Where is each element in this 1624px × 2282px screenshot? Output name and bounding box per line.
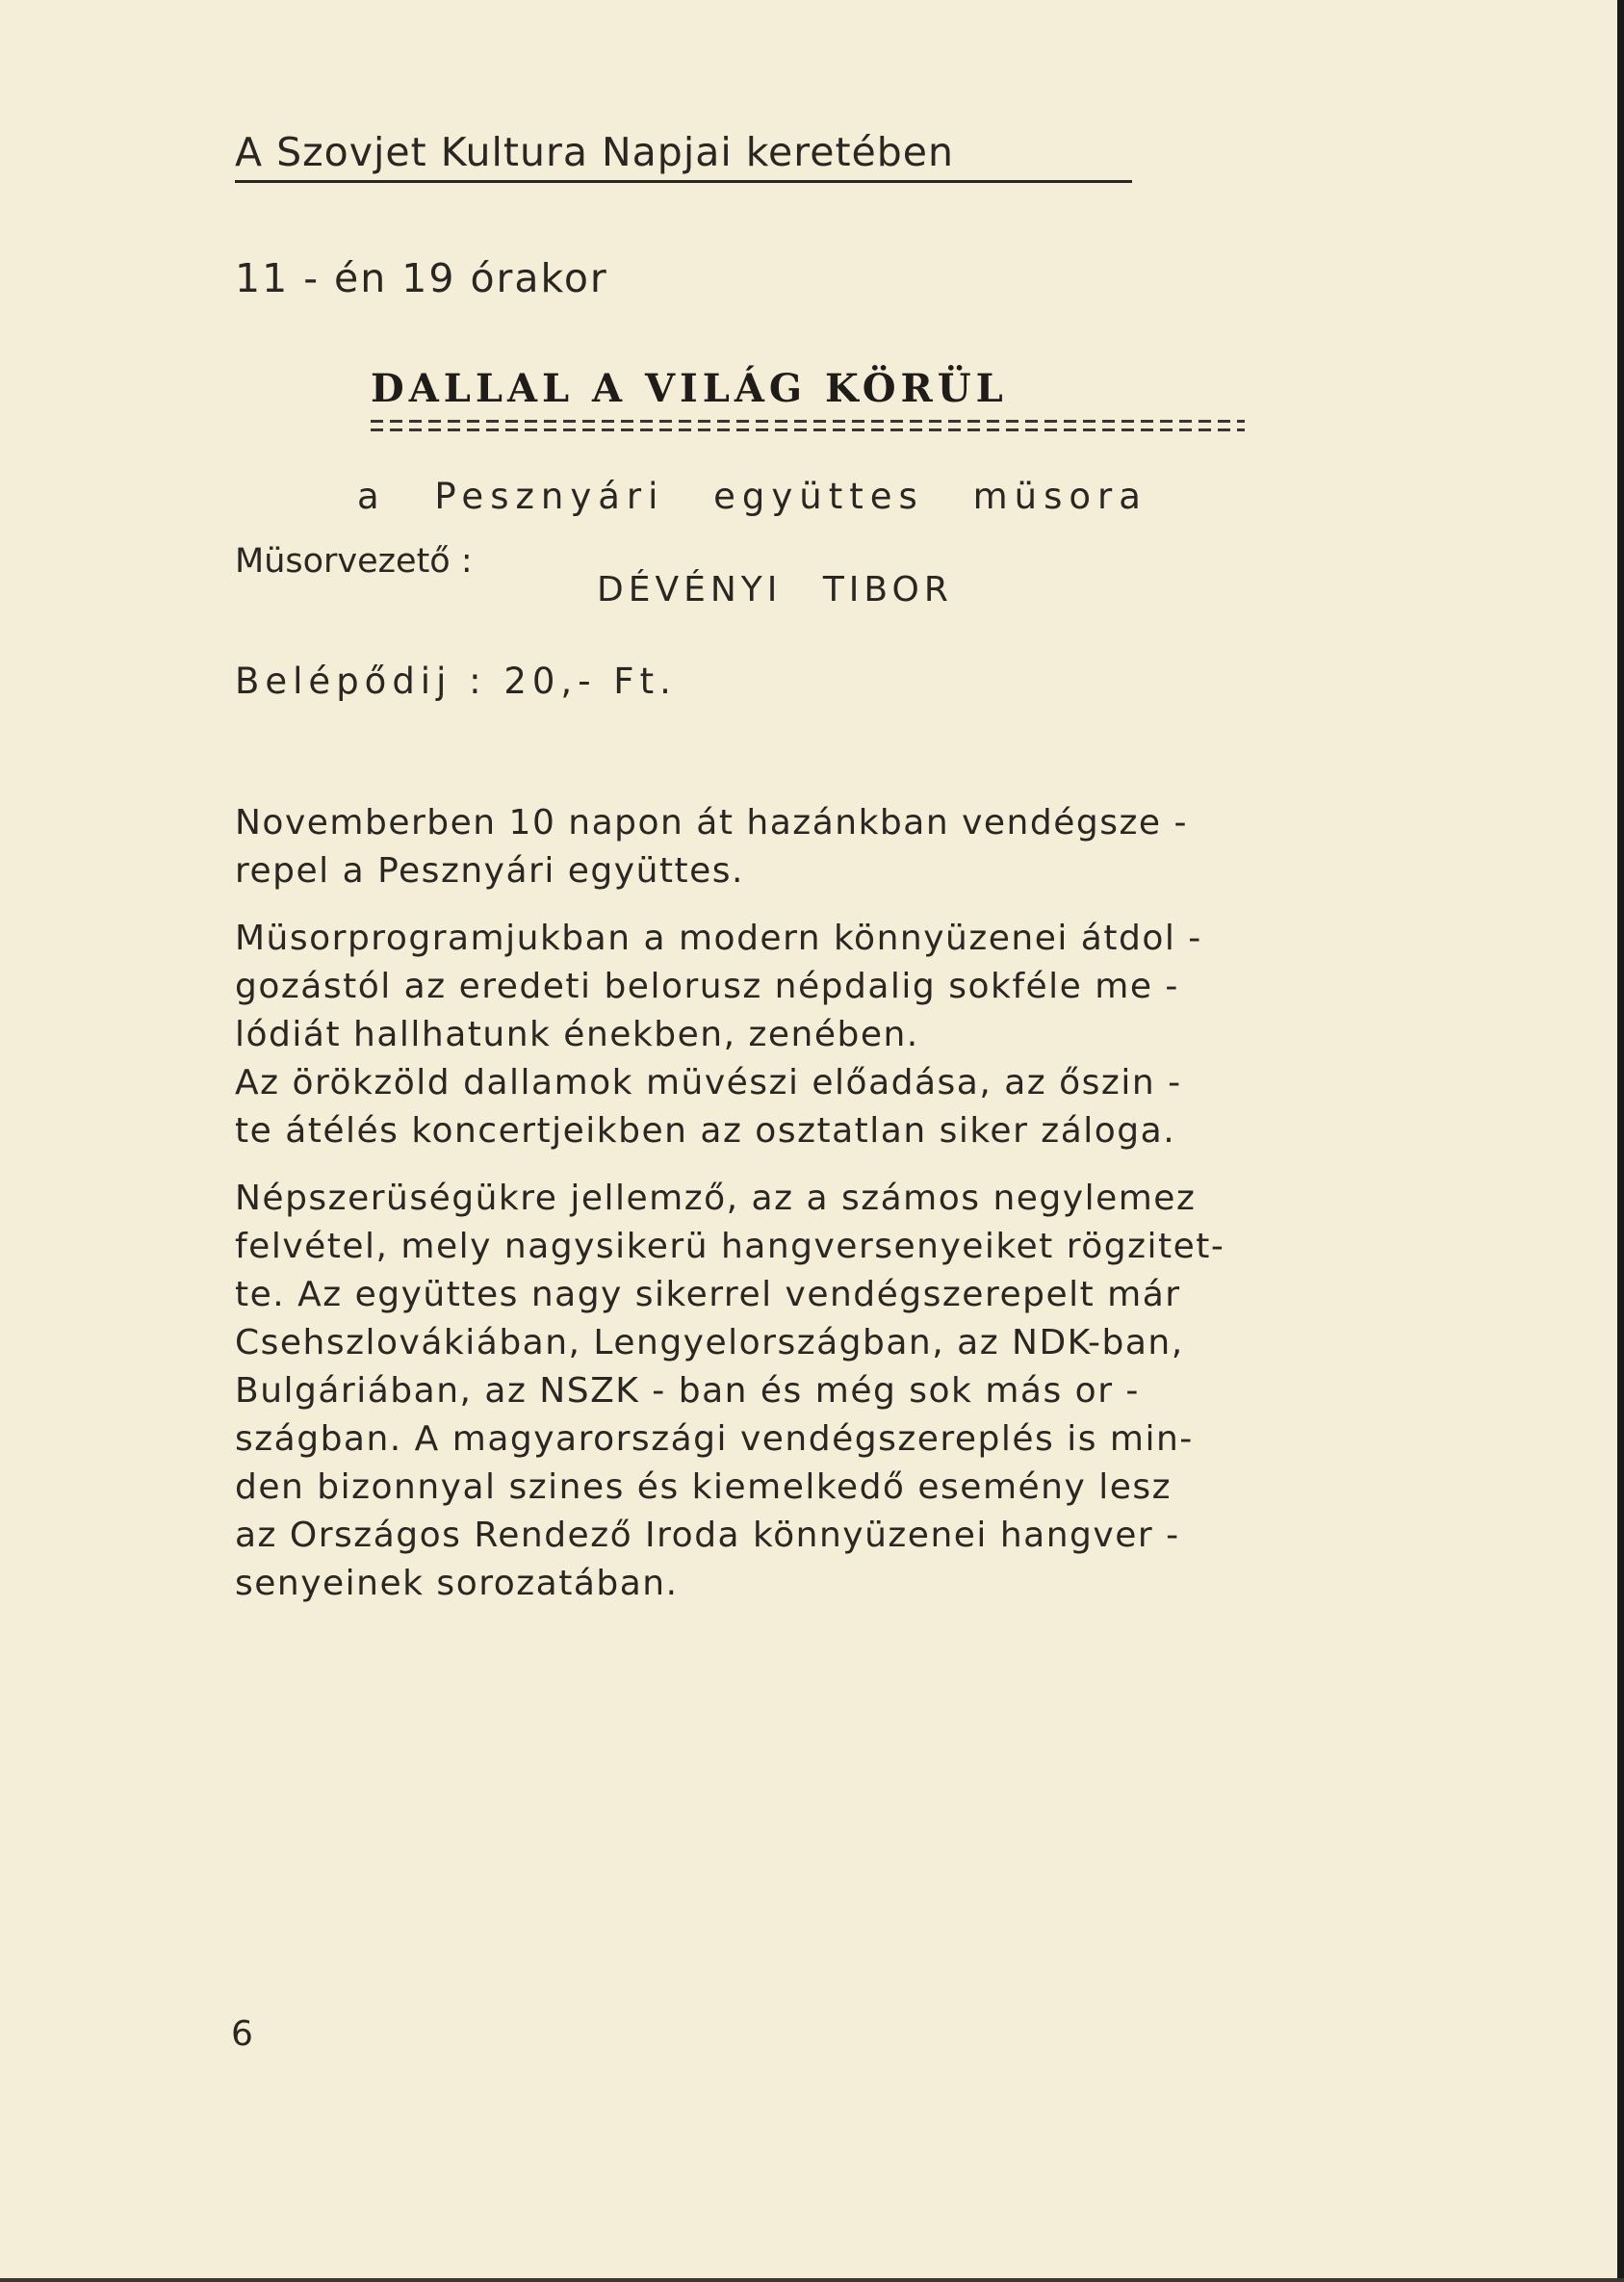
- page-bottom-edge: [0, 2278, 1624, 2282]
- text-line: Az örökzöld dallamok müvészi előadása, az őszin -: [235, 1063, 1182, 1102]
- header-line: A Szovjet Kultura Napjai keretében: [235, 133, 1132, 183]
- text-line: az Országos Rendező Iroda könnyüzenei hangver -: [235, 1516, 1180, 1555]
- host-label: Müsorvezető :: [235, 542, 473, 581]
- text-line: szágban. A magyarországi vendégszereplés is min-: [235, 1419, 1194, 1459]
- text-line: te átélés koncertjeikben az osztatlan siker záloga.: [235, 1111, 1176, 1151]
- event-title: DALLAL A VILÁG KÖRÜL: [371, 366, 1008, 411]
- paragraph: [235, 1175, 1525, 1608]
- text-line: gozástól az eredeti belorusz népdalig sokféle me -: [235, 967, 1179, 1006]
- text-line: den bizonnyal szines és kiemelkedő esemény lesz: [235, 1467, 1173, 1507]
- paragraph: [235, 799, 1525, 895]
- text-line: lódiát hallhatunk énekben, zenében.: [235, 1015, 919, 1054]
- page-number: 6: [231, 2014, 253, 2054]
- text-line: Müsorprogramjukban a modern könnyüzenei átdol -: [235, 919, 1202, 958]
- event-subtitle: a Pesznyári együttes müsora: [357, 476, 1147, 517]
- text-line: Csehszlovákiában, Lengyelországban, az NDK-ban,: [235, 1323, 1184, 1362]
- text-line: senyeinek sorozatában.: [235, 1564, 679, 1603]
- page-edge: [1617, 0, 1624, 2282]
- title-double-dash-underline: [371, 420, 1245, 431]
- date-line: 11 - én 19 órakor: [235, 255, 608, 301]
- paragraph: [235, 915, 1525, 1155]
- text-line: Novemberben 10 napon át hazánkban vendégsze -: [235, 803, 1188, 843]
- text-line: Bulgáriában, az NSZK - ban és még sok más or -: [235, 1371, 1140, 1411]
- body-text: [235, 799, 1525, 1627]
- text-line: Népszerüségükre jellemző, az a számos negylemez: [235, 1179, 1197, 1218]
- host-name: DÉVÉNYI TIBOR: [597, 570, 953, 609]
- text-line: te. Az együttes nagy sikerrel vendégszerepelt már: [235, 1275, 1181, 1314]
- text-line: felvétel, mely nagysikerü hangversenyeiket rögzitet-: [235, 1227, 1225, 1266]
- entry-fee: Belépődij : 20,- Ft.: [235, 661, 677, 702]
- text-line: repel a Pesznyári együttes.: [235, 851, 744, 891]
